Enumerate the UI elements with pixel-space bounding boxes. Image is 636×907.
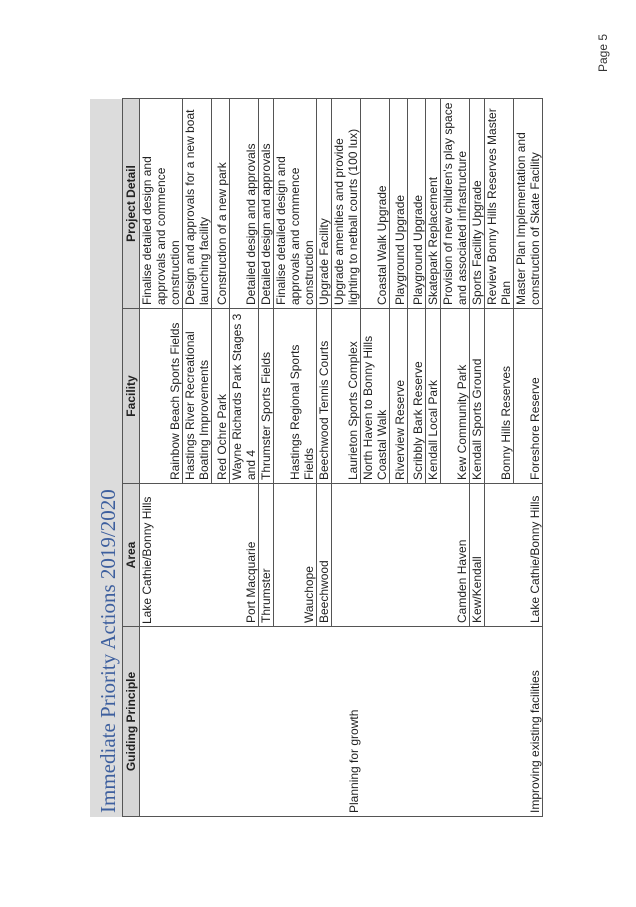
detail-cell: Detailed design and approvals [259,99,274,309]
principle-cell-improving [361,627,543,817]
facility-cell: Thrumster Sports Fields [259,309,274,484]
facility-cell: Scribbly Bark Reserve [408,309,426,484]
title-band [90,99,122,817]
detail-cell: Master Plan Implementation and construction of Skate Facility [514,99,543,309]
detail-cell: Playground Upgrade [408,99,426,309]
detail-cell: Skatepark Replacement [426,99,441,309]
detail-cell: Review Bonny Hills Reserves Master Plan [485,99,514,309]
facility-cell: Riverview Reserve [390,309,408,484]
detail-cell: Construction of a new park [212,99,230,309]
area-cell-camden-haven [332,484,470,627]
detail-cell: Upgrade amenities and provide lighting to netball courts (100 lux) [332,99,361,309]
detail-cell: Coastal Walk Upgrade [361,99,390,309]
detail-cell: Finalise detailed design and approvals and commence construction [274,99,317,309]
detail-cell: Design and approvals for a new boat launching facility [183,99,212,309]
priority-actions-table [122,98,543,817]
principle-text: Improving existing facilities [528,670,542,813]
facility-cell: Hastings River Recreational Boating Improvements [183,309,212,484]
detail-cell: Playground Upgrade [390,99,408,309]
detail-cell: Detailed design and approvals [230,99,259,309]
facility-cell: North Haven to Bonny Hills Coastal Walk [361,309,390,484]
facility-cell: Kendall Sports Ground [470,309,485,484]
area-label-top: Lake Cathie/Bonny Hills [140,487,154,624]
table-row [361,99,390,817]
table-row [140,99,183,817]
header-guiding-principle: Guiding Principle [123,627,140,817]
facility-cell: Foreshore Reserve [514,309,543,484]
header-project-detail: Project Detail [123,99,140,309]
area-cell-lake-cathie [485,484,543,627]
area-text: Port Macquarie [244,541,258,623]
facility-cell: Kendall Local Park [426,309,441,484]
detail-cell: Upgrade Facility [317,99,332,309]
facility-cell: Wayne Richards Park Stages 3 and 4 [230,309,259,484]
area-text: Lake Cathie/Bonny Hills [528,495,542,623]
facility-cell: Red Ochre Park [212,309,230,484]
area-cell: Thrumster [259,484,274,627]
detail-cell: Sports Facility Upgrade [470,99,485,309]
area-cell: Beechwood [317,484,332,627]
principle-text: Planning for growth [346,709,361,813]
table-header-row [123,99,140,817]
facility-cell: Bonny Hills Reserves [485,309,514,484]
header-facility: Facility [123,309,140,484]
area-cell-port-macquarie [140,484,259,627]
facility-cell: Beechwood Tennis Courts [317,309,332,484]
area-cell: Kew/Kendall [470,484,485,627]
page-title: Immediate Priority Actions 2019/2020 [96,489,120,813]
detail-cell: Finalise detailed design and approvals and commence construction [140,99,183,309]
detail-cell: Provision of new children's play space and associated infrastructure [441,99,470,309]
page-number: Page 5 [596,33,610,72]
area-cell: Wauchope [274,484,317,627]
principle-cell-planning [140,627,361,817]
facility-cell: Kew Community Park [441,309,470,484]
facility-cell: Rainbow Beach Sports Fields [140,309,183,484]
facility-cell: Hastings Regional Sports Fields [274,309,317,484]
area-text: Camden Haven [455,539,469,623]
header-area: Area [123,484,140,627]
facility-cell: Laurieton Sports Complex [332,309,361,484]
rotated-page-content [90,99,542,817]
